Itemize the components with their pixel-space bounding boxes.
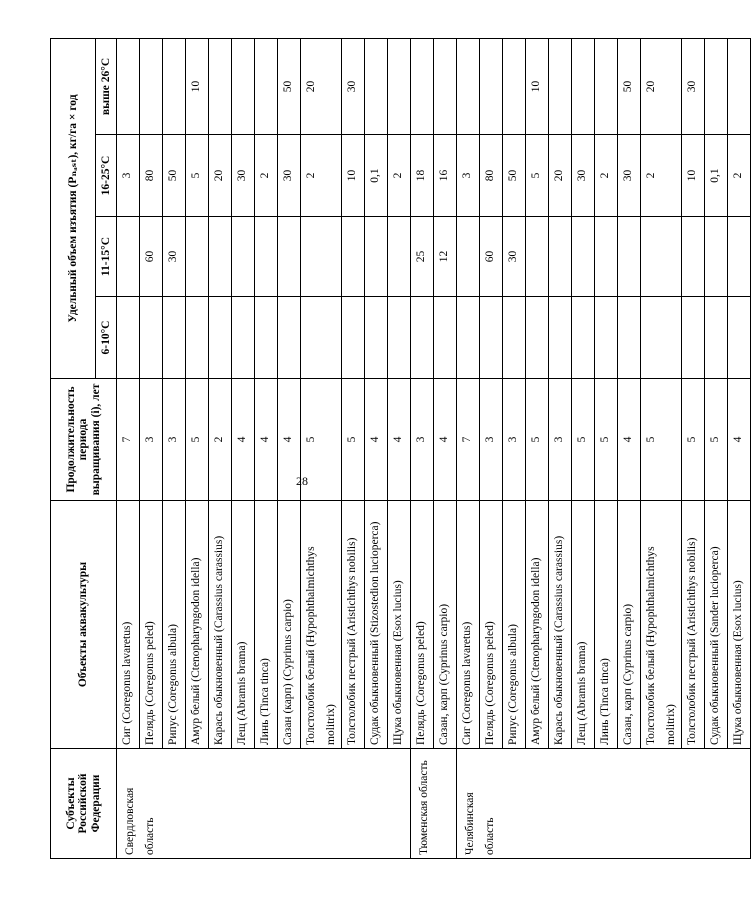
table-row: [682, 38, 705, 858]
volume-cell-above-26: [434, 38, 457, 134]
volume-cell-6-10: [140, 297, 163, 379]
volume-cell-11-15: [457, 217, 480, 297]
duration-cell: 4: [365, 379, 388, 501]
volume-cell-above-26: [457, 38, 480, 134]
duration-cell: 5: [595, 379, 618, 501]
header-temp-range: 16-25°C: [96, 135, 117, 217]
volume-cell-11-15: [682, 217, 705, 297]
duration-cell: 5: [342, 379, 365, 501]
volume-cell-11-15: [301, 217, 342, 297]
table-row: [572, 38, 595, 858]
duration-cell: 5: [705, 379, 728, 501]
region-cell: Тюменская область: [411, 749, 457, 859]
volume-cell-above-26: 50: [618, 38, 641, 134]
volume-cell-16-25: 30: [572, 135, 595, 217]
table-row: [140, 38, 163, 858]
volume-cell-above-26: [232, 38, 255, 134]
volume-cell-11-15: [549, 217, 572, 297]
duration-cell: 7: [117, 379, 140, 501]
volume-cell-above-26: 10: [526, 38, 549, 134]
table-row: [641, 38, 682, 858]
volume-cell-6-10: [255, 297, 278, 379]
duration-cell: 5: [572, 379, 595, 501]
aquaculture-table: [50, 38, 751, 859]
table-row: [503, 38, 526, 858]
object-cell: Карась обыкновенный (Carassius carassius): [209, 501, 232, 749]
region-cell: Челябинская область: [457, 749, 751, 859]
header-objects: Объекты аквакультуры: [51, 501, 117, 749]
duration-cell: 5: [682, 379, 705, 501]
volume-cell-16-25: 30: [278, 135, 301, 217]
volume-cell-16-25: 20: [549, 135, 572, 217]
table-row: [301, 38, 342, 858]
object-cell: Линь (Tinca tinca): [595, 501, 618, 749]
duration-cell: 3: [163, 379, 186, 501]
volume-cell-16-25: 10: [342, 135, 365, 217]
duration-cell: 3: [480, 379, 503, 501]
table-row: [618, 38, 641, 858]
volume-cell-11-15: [618, 217, 641, 297]
object-cell: Лещ (Abramis brama): [572, 501, 595, 749]
volume-cell-11-15: 60: [140, 217, 163, 297]
object-cell: Судак обыкновенный (Sander lucioperca): [705, 501, 728, 749]
volume-cell-16-25: 0,1: [365, 135, 388, 217]
page-number: 28: [296, 474, 308, 488]
volume-cell-6-10: [117, 297, 140, 379]
header-temp-range: 6-10°C: [96, 297, 117, 379]
volume-cell-16-25: 0,1: [705, 135, 728, 217]
volume-cell-11-15: [728, 217, 751, 297]
volume-cell-11-15: [365, 217, 388, 297]
volume-cell-above-26: 50: [278, 38, 301, 134]
volume-cell-16-25: 2: [728, 135, 751, 217]
object-cell: Линь (Tinca tinca): [255, 501, 278, 749]
object-cell: Щука обыкновенная (Esox lucius): [728, 501, 751, 749]
duration-cell: 3: [549, 379, 572, 501]
object-cell: Рипус (Coregonus albula): [163, 501, 186, 749]
volume-cell-above-26: 30: [682, 38, 705, 134]
object-cell: Пелядь (Coregonus peled): [480, 501, 503, 749]
object-cell: Сазан, карп (Cyprinus carpio): [618, 501, 641, 749]
volume-cell-6-10: [342, 297, 365, 379]
table-row: [411, 38, 434, 858]
table-row: [163, 38, 186, 858]
volume-cell-11-15: [641, 217, 682, 297]
duration-cell: 5: [186, 379, 209, 501]
volume-cell-11-15: 30: [163, 217, 186, 297]
volume-cell-6-10: [572, 297, 595, 379]
volume-cell-16-25: 80: [140, 135, 163, 217]
duration-cell: 5: [641, 379, 682, 501]
header-volume: Удельный объем изъятия (Pₙₐₛₜ), кг/га × год: [51, 38, 96, 378]
volume-cell-above-26: [728, 38, 751, 134]
duration-cell: 5: [526, 379, 549, 501]
volume-cell-6-10: [641, 297, 682, 379]
volume-cell-above-26: [572, 38, 595, 134]
volume-cell-above-26: [705, 38, 728, 134]
table-row: [457, 38, 480, 858]
volume-cell-6-10: [388, 297, 411, 379]
volume-cell-6-10: [209, 297, 232, 379]
object-cell: Амур белый (Ctenopharyngodon idella): [526, 501, 549, 749]
header-temp-range: выше 26°C: [96, 38, 117, 134]
volume-cell-16-25: 3: [117, 135, 140, 217]
volume-cell-above-26: [549, 38, 572, 134]
volume-cell-above-26: [163, 38, 186, 134]
volume-cell-11-15: [572, 217, 595, 297]
volume-cell-6-10: [365, 297, 388, 379]
volume-cell-11-15: [705, 217, 728, 297]
volume-cell-11-15: [255, 217, 278, 297]
volume-cell-16-25: 2: [641, 135, 682, 217]
duration-cell: 4: [278, 379, 301, 501]
table-row: [595, 38, 618, 858]
table-row: [117, 38, 140, 858]
duration-cell: 4: [434, 379, 457, 501]
volume-cell-6-10: [595, 297, 618, 379]
duration-cell: 3: [140, 379, 163, 501]
volume-cell-11-15: [232, 217, 255, 297]
volume-cell-11-15: [117, 217, 140, 297]
object-cell: Рипус (Coregonus albula): [503, 501, 526, 749]
table-row: [342, 38, 365, 858]
volume-cell-11-15: 60: [480, 217, 503, 297]
object-cell: Толстолобик пестрый (Aristichthys nobilis): [342, 501, 365, 749]
header-duration: Продолжительность периода выращивания (i), лет: [51, 379, 117, 501]
volume-cell-6-10: [705, 297, 728, 379]
volume-cell-6-10: [682, 297, 705, 379]
table-row: [255, 38, 278, 858]
volume-cell-16-25: 10: [682, 135, 705, 217]
object-cell: Толстолобик белый (Hypophthalmichthys molitrix): [641, 501, 682, 749]
volume-cell-above-26: 20: [301, 38, 342, 134]
volume-cell-6-10: [526, 297, 549, 379]
duration-cell: 4: [728, 379, 751, 501]
volume-cell-6-10: [549, 297, 572, 379]
object-cell: Сазан, карп (Cyprinus carpio): [434, 501, 457, 749]
object-cell: Пелядь (Coregonus peled): [411, 501, 434, 749]
volume-cell-16-25: 5: [186, 135, 209, 217]
volume-cell-11-15: [595, 217, 618, 297]
volume-cell-16-25: 18: [411, 135, 434, 217]
volume-cell-6-10: [278, 297, 301, 379]
volume-cell-11-15: [278, 217, 301, 297]
object-cell: Лещ (Abramis brama): [232, 501, 255, 749]
volume-cell-6-10: [457, 297, 480, 379]
volume-cell-above-26: [140, 38, 163, 134]
volume-cell-11-15: [342, 217, 365, 297]
volume-cell-above-26: [503, 38, 526, 134]
volume-cell-16-25: 30: [232, 135, 255, 217]
volume-cell-6-10: [301, 297, 342, 379]
volume-cell-above-26: [411, 38, 434, 134]
table-row: [365, 38, 388, 858]
duration-cell: 4: [255, 379, 278, 501]
object-cell: Судак обыкновенный (Stizostedion lucioperca): [365, 501, 388, 749]
table-row: [480, 38, 503, 858]
duration-cell: 4: [618, 379, 641, 501]
object-cell: Толстолобик белый (Hypophthalmichthys molitrix): [301, 501, 342, 749]
object-cell: Карась обыкновенный (Carassius carassius): [549, 501, 572, 749]
volume-cell-6-10: [480, 297, 503, 379]
table-row: [526, 38, 549, 858]
table-row: [728, 38, 751, 858]
volume-cell-above-26: [209, 38, 232, 134]
volume-cell-16-25: 2: [388, 135, 411, 217]
volume-cell-6-10: [411, 297, 434, 379]
volume-cell-11-15: [388, 217, 411, 297]
table-row: [209, 38, 232, 858]
volume-cell-above-26: [365, 38, 388, 134]
volume-cell-16-25: 3: [457, 135, 480, 217]
volume-cell-16-25: 2: [255, 135, 278, 217]
volume-cell-above-26: 20: [641, 38, 682, 134]
volume-cell-6-10: [434, 297, 457, 379]
volume-cell-11-15: 25: [411, 217, 434, 297]
volume-cell-6-10: [728, 297, 751, 379]
region-cell: Свердловская область: [117, 749, 411, 859]
object-cell: Сазан (карп) (Cyprinus carpio): [278, 501, 301, 749]
volume-cell-16-25: 2: [595, 135, 618, 217]
duration-cell: 2: [209, 379, 232, 501]
header-subjects: Субъекты Российской Федерации: [51, 749, 117, 859]
volume-cell-16-25: 5: [526, 135, 549, 217]
volume-cell-6-10: [618, 297, 641, 379]
volume-cell-16-25: 50: [163, 135, 186, 217]
table-body: [117, 38, 751, 858]
volume-cell-16-25: 30: [618, 135, 641, 217]
object-cell: Щука обыкновенная (Esox lucius): [388, 501, 411, 749]
volume-cell-11-15: 12: [434, 217, 457, 297]
rotated-table-container: [50, 39, 744, 859]
volume-cell-16-25: 50: [503, 135, 526, 217]
object-cell: Сиг (Coregonus lavaretus): [117, 501, 140, 749]
volume-cell-above-26: [117, 38, 140, 134]
volume-cell-above-26: [388, 38, 411, 134]
volume-cell-above-26: [255, 38, 278, 134]
volume-cell-11-15: 30: [503, 217, 526, 297]
duration-cell: 3: [503, 379, 526, 501]
volume-cell-16-25: 20: [209, 135, 232, 217]
volume-cell-6-10: [232, 297, 255, 379]
volume-cell-16-25: 16: [434, 135, 457, 217]
duration-cell: 3: [411, 379, 434, 501]
duration-cell: 5: [301, 379, 342, 501]
volume-cell-6-10: [163, 297, 186, 379]
table-row: [388, 38, 411, 858]
table-row: [705, 38, 728, 858]
table-row: [549, 38, 572, 858]
duration-cell: 4: [232, 379, 255, 501]
volume-cell-11-15: [526, 217, 549, 297]
object-cell: Толстолобик пестрый (Aristichthys nobilis): [682, 501, 705, 749]
volume-cell-11-15: [209, 217, 232, 297]
volume-cell-above-26: [595, 38, 618, 134]
volume-cell-above-26: 10: [186, 38, 209, 134]
duration-cell: 4: [388, 379, 411, 501]
table-row: [232, 38, 255, 858]
volume-cell-above-26: 30: [342, 38, 365, 134]
volume-cell-above-26: [480, 38, 503, 134]
volume-cell-6-10: [186, 297, 209, 379]
volume-cell-11-15: [186, 217, 209, 297]
table-row: [278, 38, 301, 858]
table-row: [186, 38, 209, 858]
table-row: [434, 38, 457, 858]
volume-cell-16-25: 2: [301, 135, 342, 217]
volume-cell-6-10: [503, 297, 526, 379]
object-cell: Пелядь (Coregonus peled): [140, 501, 163, 749]
duration-cell: 7: [457, 379, 480, 501]
volume-cell-16-25: 80: [480, 135, 503, 217]
object-cell: Сиг (Coregonus lavaretus): [457, 501, 480, 749]
header-temp-range: 11-15°C: [96, 217, 117, 297]
object-cell: Амур белый (Ctenopharyngodon idella): [186, 501, 209, 749]
